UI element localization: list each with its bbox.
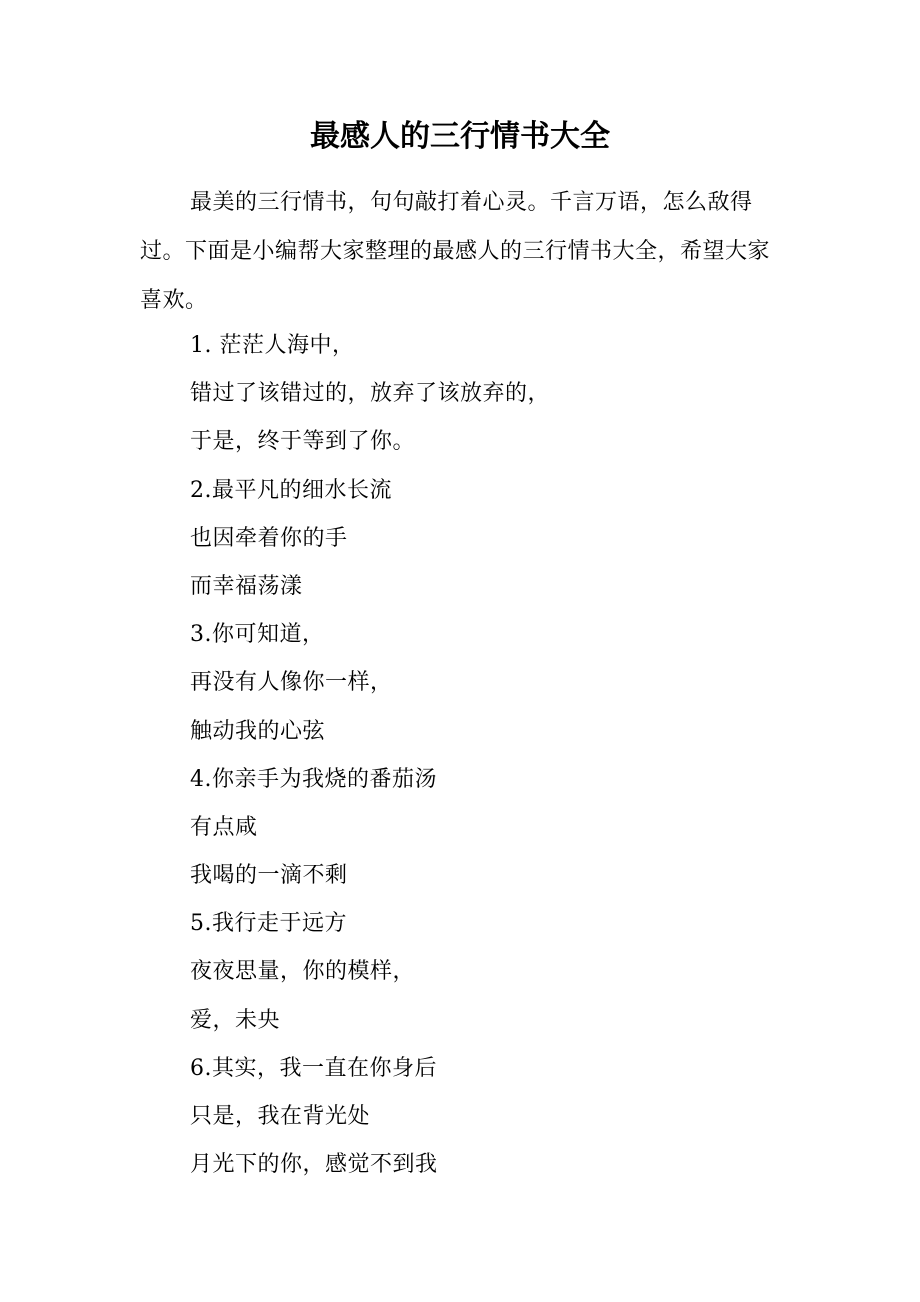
intro-paragraph: 最美的三行情书，句句敲打着心灵。千言万语，怎么敌得过。下面是小编帮大家整理的最感人的三行情书大全，希望大家喜欢。 [140, 190, 771, 313]
poem-line: 我喝的一滴不剩 [190, 863, 348, 889]
poem-line: 1. 茫茫人海中， [190, 333, 355, 358]
poem-line: 2.最平凡的细水长流 [190, 477, 392, 503]
poem-line: 3.你可知道， [190, 622, 325, 648]
poem-line: 夜夜思量，你的模样， [190, 959, 416, 985]
poem-list [190, 322, 790, 1189]
poem-line: 再没有人像你一样， [190, 670, 393, 696]
poem-line: 4.你亲手为我烧的番茄汤 [190, 766, 437, 792]
poem-line: 有点咸 [190, 814, 258, 840]
poem-line: 6.其实，我一直在你身后 [190, 1055, 437, 1081]
poem-line: 月光下的你，感觉不到我 [190, 1152, 438, 1178]
document-title: 最感人的三行情书大全 [310, 119, 610, 154]
poem-line: 只是，我在背光处 [190, 1104, 371, 1129]
poem-line: 触动我的心弦 [190, 718, 326, 744]
poem-line: 5.我行走于远方 [190, 911, 347, 937]
poem-line: 也因牵着你的手 [190, 525, 348, 551]
poem-line: 于是，终于等到了你。 [190, 429, 416, 455]
poem-line: 爱，未央 [190, 1007, 281, 1033]
poem-line: 错过了该错过的，放弃了该放弃的， [190, 381, 551, 407]
poem-line: 而幸福荡漾 [190, 573, 303, 599]
